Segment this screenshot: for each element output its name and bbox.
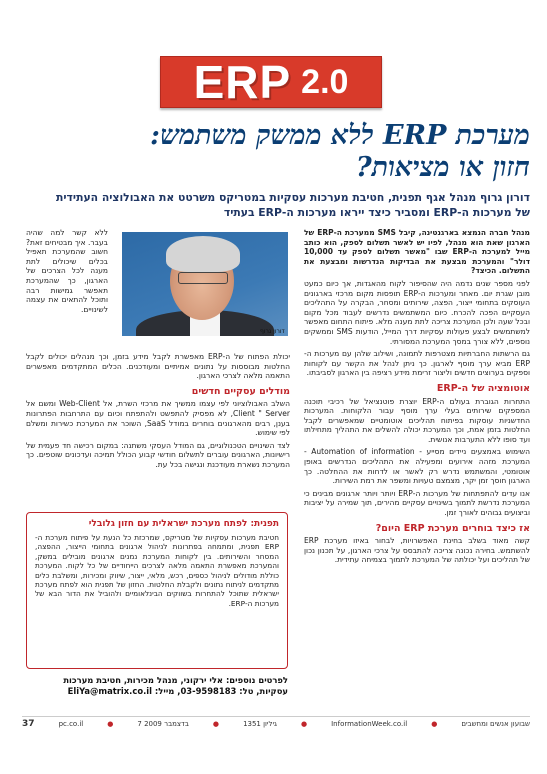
title-line-1: מערכת ERP ללא ממשק משתמש: [150, 120, 530, 151]
footer-issue: גיליון 1351 [243, 720, 277, 728]
section-heading-automation: אוטומציה של ה-ERP [436, 382, 530, 394]
right-column [304, 228, 530, 568]
article-subtitle [30, 190, 530, 220]
sidebar-box [26, 512, 288, 669]
body-paragraph: יכולת הפתוח של ה-ERP מאפשרת לקבל מידע בזמן, וכך מנהלים יכולים לקבל החלטות מבוססות על נתונים אמיתיים ומעודכנים. הכלים המתקדמים מאפשרים התאמה מלאה לצרכי הארגון. [26, 352, 290, 381]
article-title [60, 120, 530, 184]
body-paragraph: גם הרשתות החברתיות מצטרפות לתמונה, ושילוב שלהן עם מערכות ה-ERP מביא ערך מוסף לארגון. כך ניתן לנהל את הקשר עם לקוחות וספקים בערוצים חדשים וליצור זרימת מידע רציפה בין הארגון לסביבתו. [304, 349, 530, 378]
body-paragraph: השלב האבולוציוני לפי עצמו ממשיך את מרכזי השרת, אל Web-Client ומשם אל Client " Server, לא מפסיק להתפשט ולהתפתח וכיום עם התרחבות הפתרונות בענן, רבים מהארגונים בוחרים במודל SaaS, השוכר את המערכת כשירות ומשלם לפי שימוש. [26, 399, 291, 438]
footer-separator: ● [107, 720, 114, 728]
footer-separator: ● [431, 720, 438, 728]
left-bottom-column [26, 352, 290, 473]
lead-paragraph: מנהל חברה הנמצא בארגנטינה, קיבל SMS ממערכת ה-ERP של הארגון שאת הוא מנהל, לפיו יש לאשר תשלום לספק, הוא כותב מייל למערכת ה-ERP שבו "מאשר תשלום לספק עד 10,000 דולר" והמערכת מבצעת את הבדיקות הנדרשות ומבצעת את התשלום. הכיצד? [304, 228, 531, 276]
page-footer [22, 716, 530, 731]
footer-tagline: שבועון אנשים ומחשבים [461, 720, 530, 728]
body-paragraph: לפני מספר שנים נדמה היה שהסיפור לקוח מהאגדות, אך כיום כמעט מובן שגרת יום. מאחר ומערכות ה-ERP תופסות מקום מרכזי בארגונים העוסקים בתחומי ייצור, הפצה, שירותים ומסחר, הבקרה על התהליכים העסקיים הפכה להכרח. כיום המשתמשים נדרשים לעבוד מכל מקום ובכל שעה ולכן המערכת צריכה לתת מענה מלא. פיתוח התחום מאפשר למשתמשים לבצע פעולות עסקיות דרך המייל, הודעות SMS וממשקים נוספים, ללא צורך במסך המערכת המסורתי. [304, 278, 530, 346]
photo-hair [166, 236, 240, 272]
subtitle-line-2: של מערכות ה-ERP ומסביר כיצד ייראו מערכות ה-ERP בעתיד [223, 206, 530, 219]
box-text: חטיבת מערכות עסקיות של מטריקס, שמרכזת כל הנעת על פיתוח מערכת ה-ERP תפנית, ומתמחה בפתרונות לניהול ארגונים בתחומי הייצור, ההפצה, המסחר והשירותים. בין לקוחות המערכת נמנים ארגונים מובילים במשק, והמערכת מאפשרת התאמה מלאה לצרכים הייחודיים של כל לקוח. המערכת כוללת מודולים לניהול כספים, רכש, מלאי, ייצור, שיווק ומכירות, ומשלבת כלים מתקדמים לניתוח נתונים ולקבלת החלטות. החזון של תפנית הוא לפתח מערכת ישראלית שתוכל להתחרות בשווקים הבינלאומיים ולהוביל את הדור הבא של מערכות ה-ERP. [35, 533, 279, 608]
box-title: תפנית: לפתח מערכת ישראלית עם חזון גלובלי [88, 519, 279, 529]
contact-line-1: לפרטים נוספים: אלי ירקוני, מנהל מכירות, חטיבת מערכות [63, 675, 288, 685]
footer-site-1: pc.co.il [58, 720, 84, 728]
body-paragraph: לצד השינויים הטכנולוגיים, גם המודל העסקי משתנה: במקום רכישה חד פעמית של רישיונות, הארגונים עוברים לתשלום חודשי קבוע הכולל תמיכה ועדכונים שוטפים. כך המערכת נשארת מעודכנת ונגישה בכל עת. [26, 440, 290, 469]
footer-separator: ● [300, 720, 308, 728]
left-top-column [26, 228, 108, 317]
body-paragraph: השימוש באמצעים ניידים מסייע - Automation of information - המערכת מזהה אירועים ומפעילה את התהליכים הנדרשים באופן אוטומטי, והמשתמש נדרש רק לאשר או לדחות את ההחלטה. כך הארגון חוסך זמן יקר, מצמצם טעויות ומשפר את רמת השירות. [304, 447, 531, 486]
section-heading-models: מודלים עסקיים חדשים [191, 385, 290, 397]
body-paragraph: ללא קשר למה שהיה בעבר. איך מבטיחים זאת? חשוב שהמערכת תאפיל בכלים שיכולים לתת מענה לכל הצרכים של הארגון, כך שהמערכת תאפשר גמישות רבה ותוכל להתאים את עצמה לשינויים. [26, 228, 108, 314]
title-line-2: חזון או מציאות? [355, 152, 530, 183]
banner-word: ERP [193, 56, 292, 108]
footer-date: 7 בדצמבר 2009 [137, 720, 189, 728]
footer-site-2: InformationWeek.co.il [331, 720, 408, 728]
photo-caption: דורון גרוף [260, 328, 285, 335]
subtitle-line-1: דורון גרוף מנהל אגף תפנית, חטיבת מערכות עסקיות במטריקס משרטט את האבולוציה העתידית [56, 191, 530, 204]
contact-line-2: עסקיות, טל: 03-9598183, מייל: EliYa@matrix.co.il [67, 686, 288, 696]
body-paragraph: קשה מאוד בשלב בחינת האפשרויות, לבחור באיזו מערכת ERP להשתמש. בחירה נכונה צריכה להתבסס על צרכי הארגון, על תכנון נכון של תהליכים ועל יכולתה של המערכת לתמוך בצמיחה עתידית. [304, 536, 530, 565]
section-heading-choosing: אז כיצד בוחרים מערכת ERP היום? [375, 522, 530, 534]
author-photo [122, 232, 288, 336]
contact-info [26, 675, 288, 697]
body-paragraph: התחרות הגוברת בעולם ה-ERP יוצרת פוטנציאל של רכיבי תוכנה המספקים שירותים בעלי ערך מוסף עבור הלקוחות. המערכות החדשניות עוסקות בפיתוח תהליכים אוטומטיים שמאפשרים לקבל החלטות בזמן אמת, וכך המערכת יכולה להשלים את התהליך מתחילתו ועד סופו ללא התערבות אנושית. [304, 396, 530, 444]
banner-version: 2.0 [301, 63, 349, 101]
photo-glasses [178, 272, 228, 284]
body-paragraph: אנו עדים להתפתחות של מערכות ה-ERP ויותר ויותר ארגונים מבינים כי המערכת נדרשת לתמוך בשינויים עסקיים מהירים, תוך שמירה על יציבות וביצועים גבוהים לאורך זמן. [304, 488, 530, 518]
erp-2-banner [160, 56, 382, 108]
page-number: 37 [22, 719, 35, 729]
footer-separator: ● [212, 720, 220, 728]
